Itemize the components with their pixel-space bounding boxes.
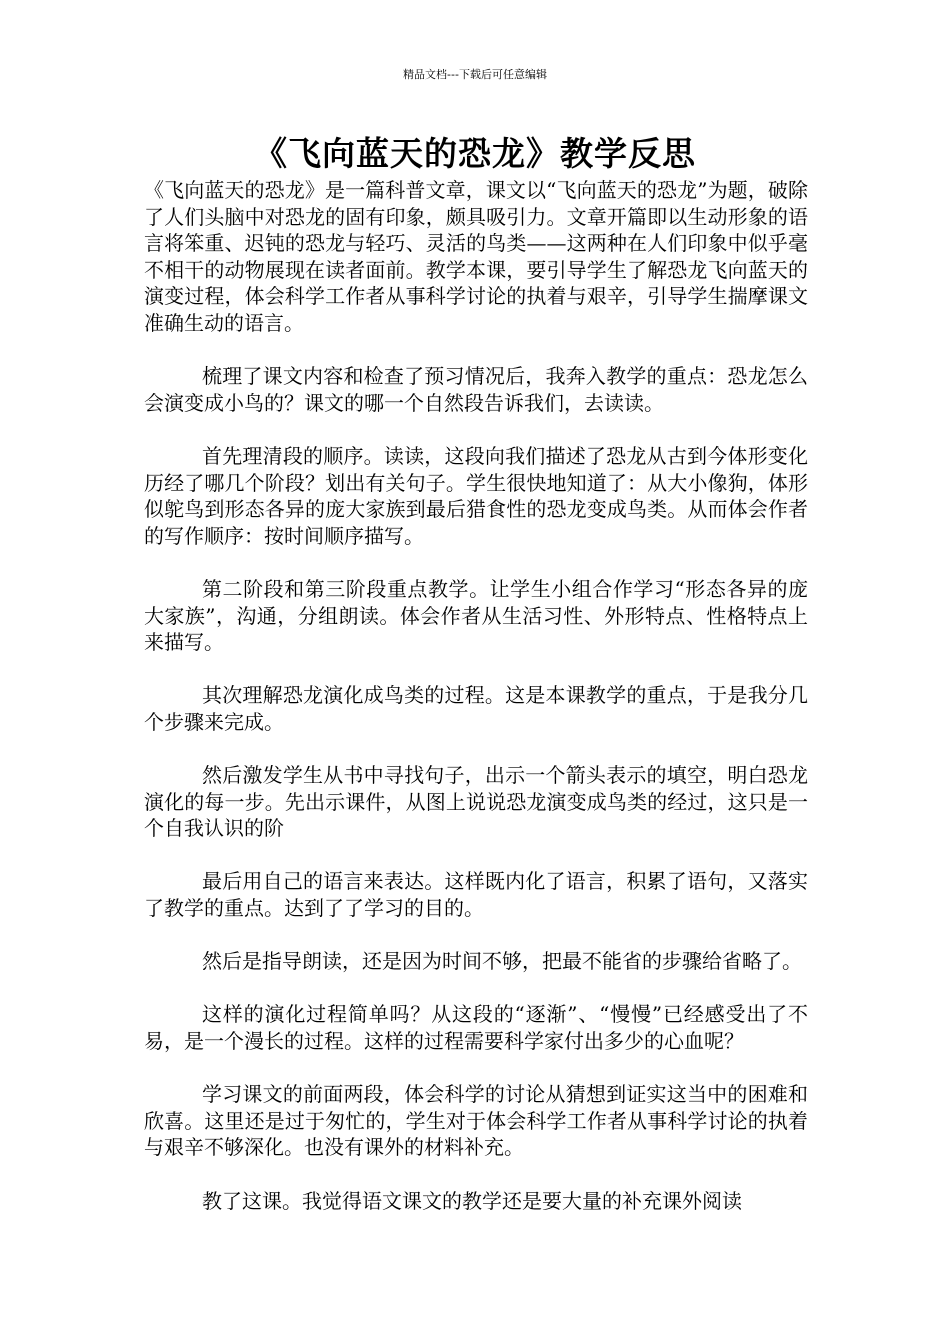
paragraph: 其次理解恐龙演化成鸟类的过程。这是本课教学的重点，于是我分几个步骤来完成。 [144,683,808,734]
paragraph: 最后用自己的语言来表达。这样既内化了语言，积累了语句，又落实了教学的重点。达到了了学习的目的。 [144,869,808,921]
document-title: 《飞向蓝天的恐龙》教学反思 [254,134,696,173]
paragraph: 梳理了课文内容和检查了预习情况后，我奔入教学的重点：恐龙怎么会演变成小鸟的？课文的哪一个自然段告诉我们，去读读。 [144,364,808,415]
paragraph: 然后激发学生从书中寻找句子，出示一个箭头表示的填空，明白恐龙演化的每一步。先出示课件，从图上说说恐龙演变成鸟类的经过，这只是一个自我认识的阶 [144,763,808,841]
header-note: 精品文档---下载后可任意编辑 [403,68,547,81]
document-body [144,177,808,1241]
paragraph: 然后是指导朗读，还是因为时间不够，把最不能省的步骤给省略了。 [202,949,802,974]
paragraph: 《飞向蓝天的恐龙》是一篇科普文章，课文以“飞向蓝天的恐龙”为题，破除了人们头脑中对恐龙的固有印象，颇具吸引力。文章开篇即以生动形象的语言将笨重、迟钝的恐龙与轻巧、灵活的鸟类——这两种在人们印象中似乎毫不相干的动物展现在读者面前。教学本课，要引导学生了解恐龙飞向蓝天的演变过程，体会科学工作者从事科学讨论的执着与艰辛，引导学生揣摩课文准确生动的语言。 [144,178,808,335]
paragraph: 第二阶段和第三阶段重点教学。让学生小组合作学习“形态各异的庞大家族”，沟通，分组朗读。体会作者从生活习性、外形特点、性格特点上来描写。 [144,576,808,655]
paragraph: 这样的演化过程简单吗？从这段的“逐渐”、“慢慢”已经感受出了不易，是一个漫长的过程。这样的过程需要科学家付出多少的心血呢？ [144,1002,808,1053]
paragraph: 首先理清段的顺序。读读，这段向我们描述了恐龙从古到今体形变化历经了哪几个阶段？划出有关句子。学生很快地知道了：从大小像狗，体形似鸵鸟到形态各异的庞大家族到最后猎食性的恐龙变成鸟类。从而体会作者的写作顺序：按时间顺序描写。 [144,443,808,548]
paragraph: 学习课文的前面两段，体会科学的讨论从猜想到证实这当中的困难和欣喜。这里还是过于匆忙的，学生对于体会科学工作者从事科学讨论的执着与艰辛不够深化。也没有课外的材料补充。 [144,1082,808,1160]
paragraph: 教了这课。我觉得语文课文的教学还是要大量的补充课外阅读 [202,1188,742,1213]
